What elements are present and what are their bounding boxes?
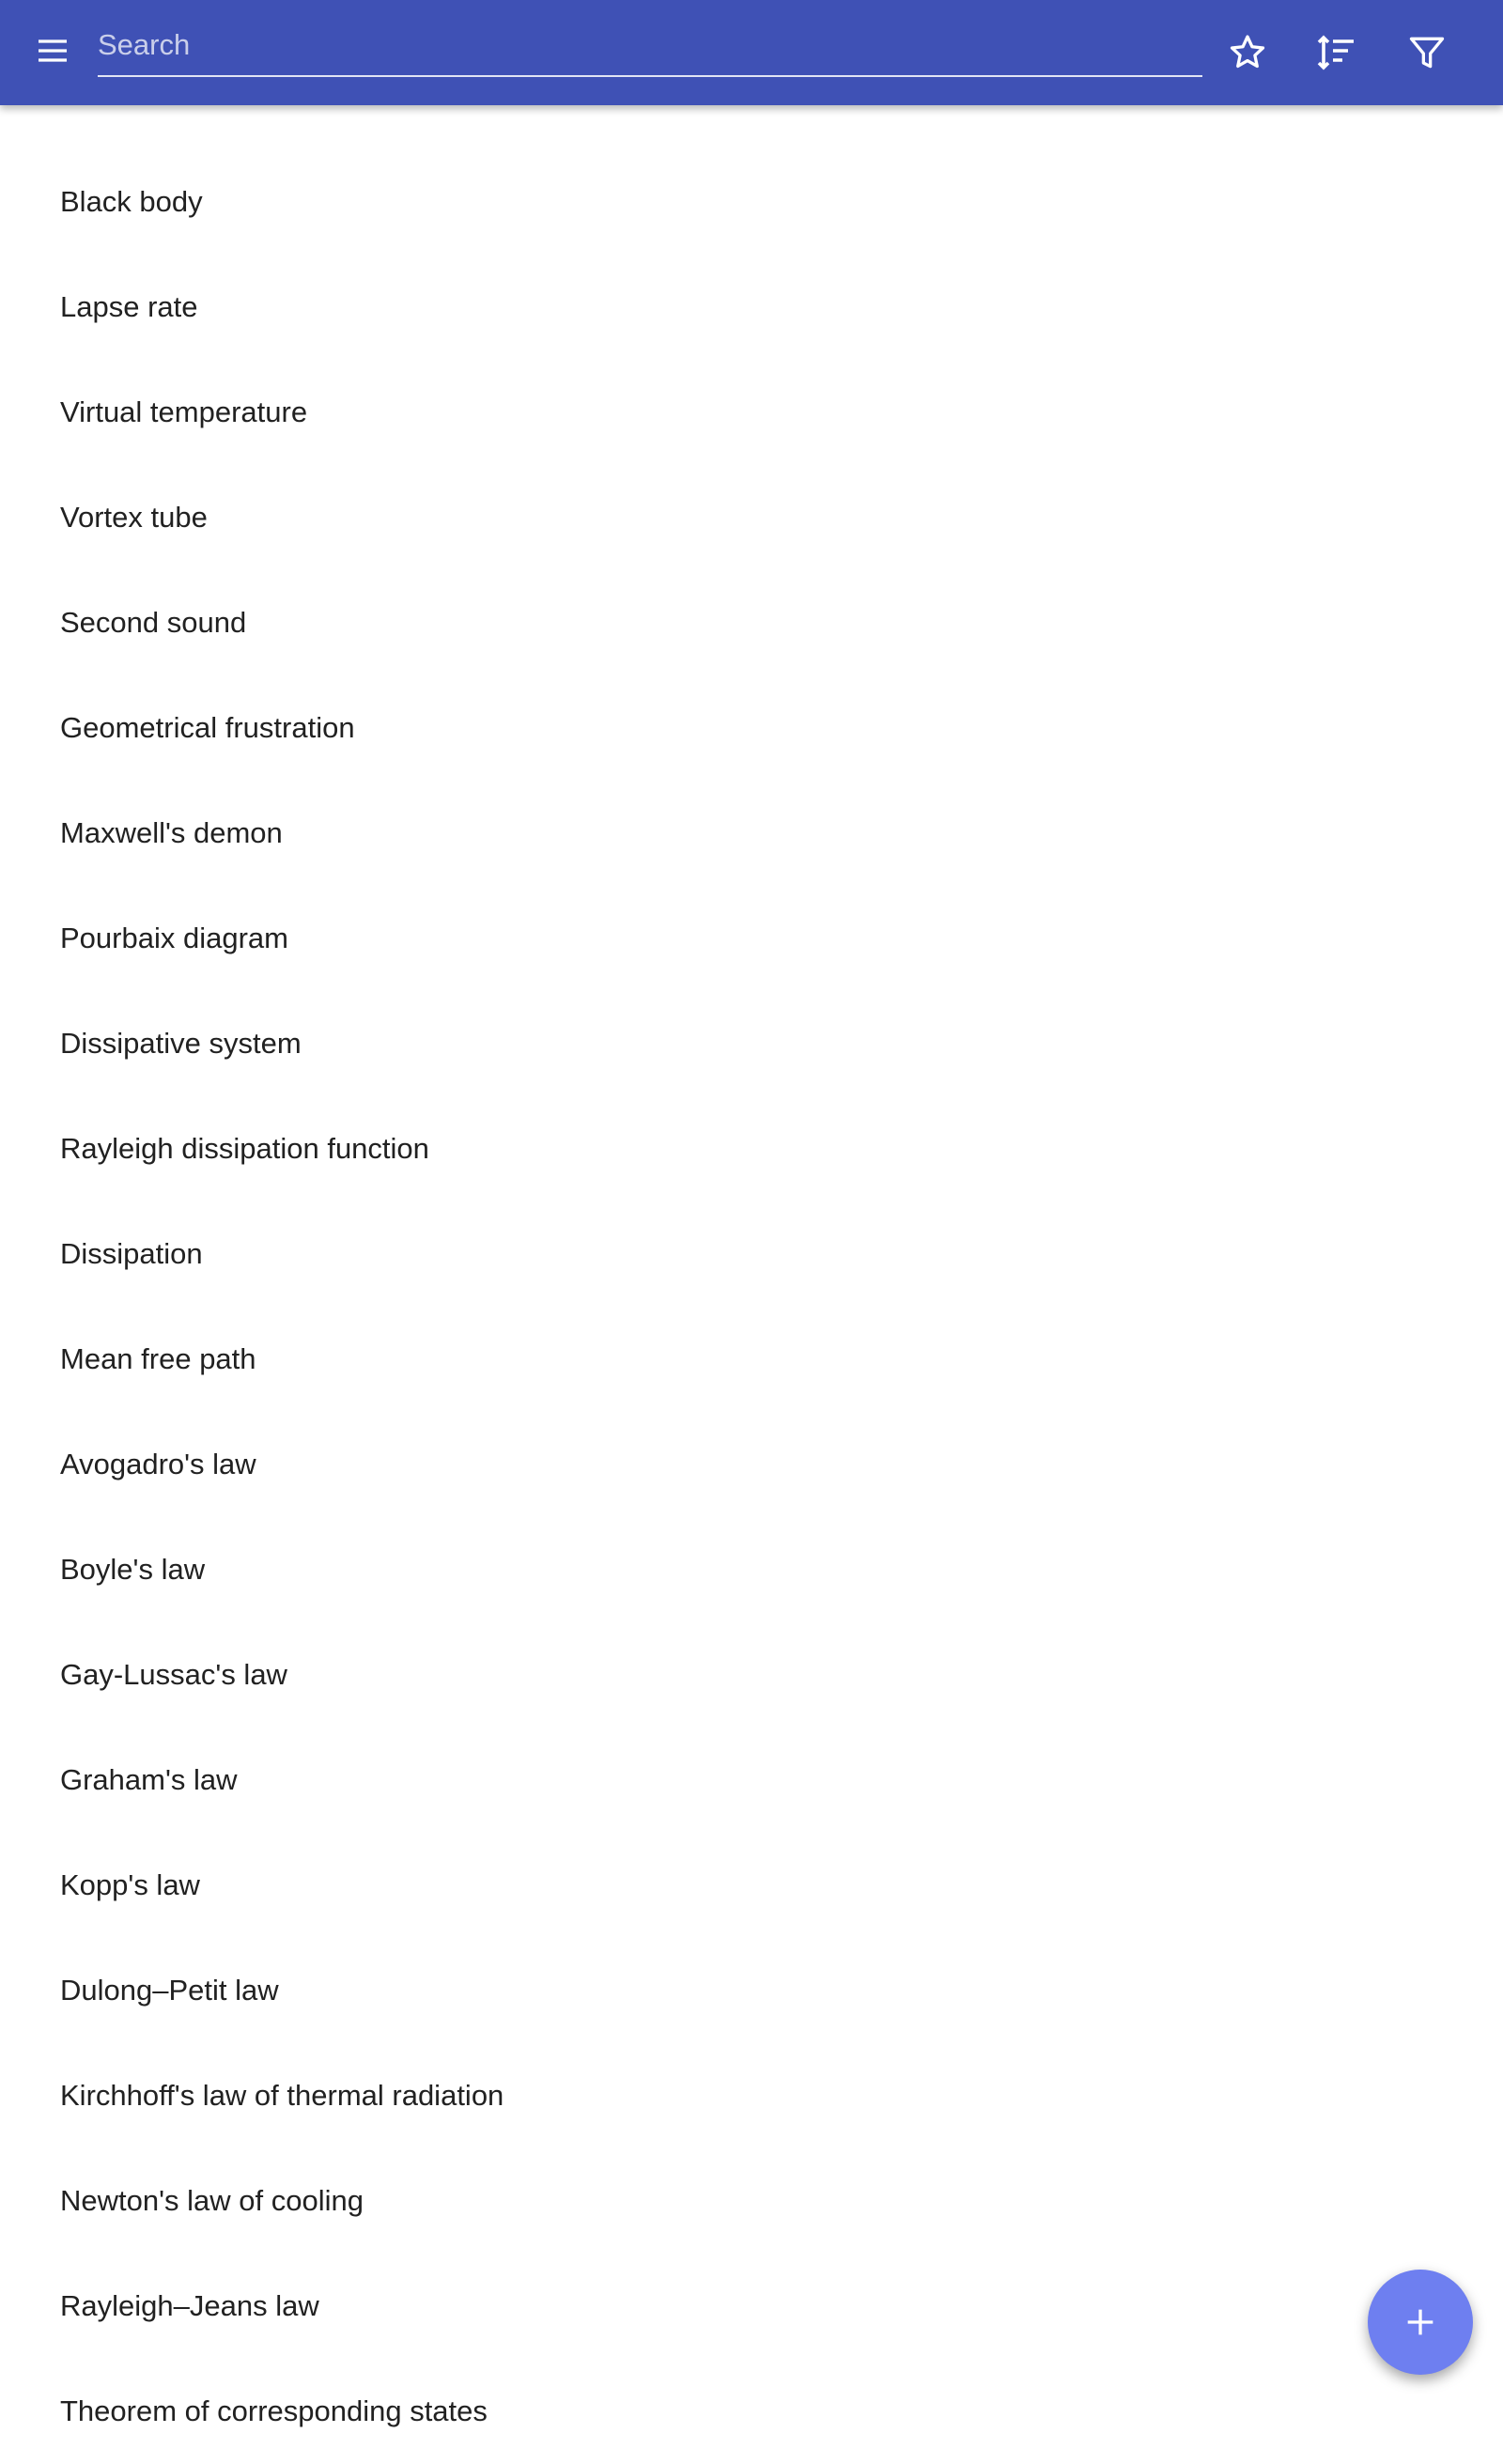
list-item-label: Geometrical frustration bbox=[60, 711, 355, 744]
list-item-label: Boyle's law bbox=[60, 1553, 206, 1586]
top-app-bar bbox=[0, 0, 1503, 105]
list-item[interactable] bbox=[0, 781, 1503, 886]
list-item[interactable] bbox=[0, 1938, 1503, 2043]
list-item-label: Avogadro's law bbox=[60, 1448, 256, 1480]
list-item[interactable] bbox=[0, 360, 1503, 465]
list-item[interactable] bbox=[0, 255, 1503, 360]
list-item[interactable] bbox=[0, 1728, 1503, 1833]
list-item-label: Graham's law bbox=[60, 1763, 238, 1796]
menu-icon bbox=[34, 32, 71, 70]
filter-icon bbox=[1406, 32, 1448, 73]
list-item[interactable] bbox=[0, 465, 1503, 570]
list-item-label: Theorem of corresponding states bbox=[60, 2394, 488, 2427]
list-item[interactable] bbox=[0, 1412, 1503, 1517]
list-item[interactable] bbox=[0, 1096, 1503, 1201]
list-item-label: Dulong–Petit law bbox=[60, 1974, 279, 2007]
list-item-label: Vortex tube bbox=[60, 501, 208, 534]
list-item-label: Pourbaix diagram bbox=[60, 922, 288, 954]
list-item-label: Newton's law of cooling bbox=[60, 2184, 364, 2217]
list-item[interactable] bbox=[0, 1622, 1503, 1728]
sort-icon bbox=[1314, 30, 1359, 75]
list-item-label: Maxwell's demon bbox=[60, 816, 283, 849]
list-item[interactable] bbox=[0, 1833, 1503, 1938]
article-list bbox=[0, 105, 1503, 2427]
star-icon bbox=[1227, 32, 1268, 73]
list-item[interactable] bbox=[0, 570, 1503, 675]
search-input[interactable] bbox=[98, 17, 1202, 73]
list-item-label: Virtual temperature bbox=[60, 395, 308, 428]
list-item[interactable] bbox=[0, 1517, 1503, 1622]
list-item-label: Second sound bbox=[60, 606, 247, 639]
favorites-button[interactable] bbox=[1212, 17, 1283, 88]
list-item-label: Dissipative system bbox=[60, 1027, 302, 1060]
list-item-label: Mean free path bbox=[60, 1342, 256, 1375]
list-item[interactable] bbox=[0, 2359, 1503, 2464]
list-item[interactable] bbox=[0, 886, 1503, 991]
list-item[interactable] bbox=[0, 149, 1503, 255]
list-item-label: Kirchhoff's law of thermal radiation bbox=[60, 2079, 504, 2112]
list-item-label: Kopp's law bbox=[60, 1868, 200, 1901]
search-field[interactable] bbox=[98, 17, 1202, 77]
list-item[interactable] bbox=[0, 675, 1503, 781]
list-item[interactable] bbox=[0, 1307, 1503, 1412]
list-item-label: Rayleigh dissipation function bbox=[60, 1132, 429, 1165]
plus-icon bbox=[1402, 2303, 1439, 2341]
list-item[interactable] bbox=[0, 1201, 1503, 1307]
list-item[interactable] bbox=[0, 2043, 1503, 2148]
list-item-label: Gay-Lussac's law bbox=[60, 1658, 287, 1691]
add-button[interactable] bbox=[1368, 2270, 1473, 2375]
list-item[interactable] bbox=[0, 991, 1503, 1096]
list-item-label: Rayleigh–Jeans law bbox=[60, 2289, 319, 2322]
list-item[interactable] bbox=[0, 2148, 1503, 2254]
filter-button[interactable] bbox=[1391, 17, 1463, 88]
list-item[interactable] bbox=[0, 2254, 1503, 2359]
list-item-label: Dissipation bbox=[60, 1237, 203, 1270]
list-item-label: Lapse rate bbox=[60, 290, 198, 323]
sort-button[interactable] bbox=[1301, 17, 1372, 88]
list-item-label: Black body bbox=[60, 185, 203, 218]
menu-button[interactable] bbox=[19, 17, 86, 85]
